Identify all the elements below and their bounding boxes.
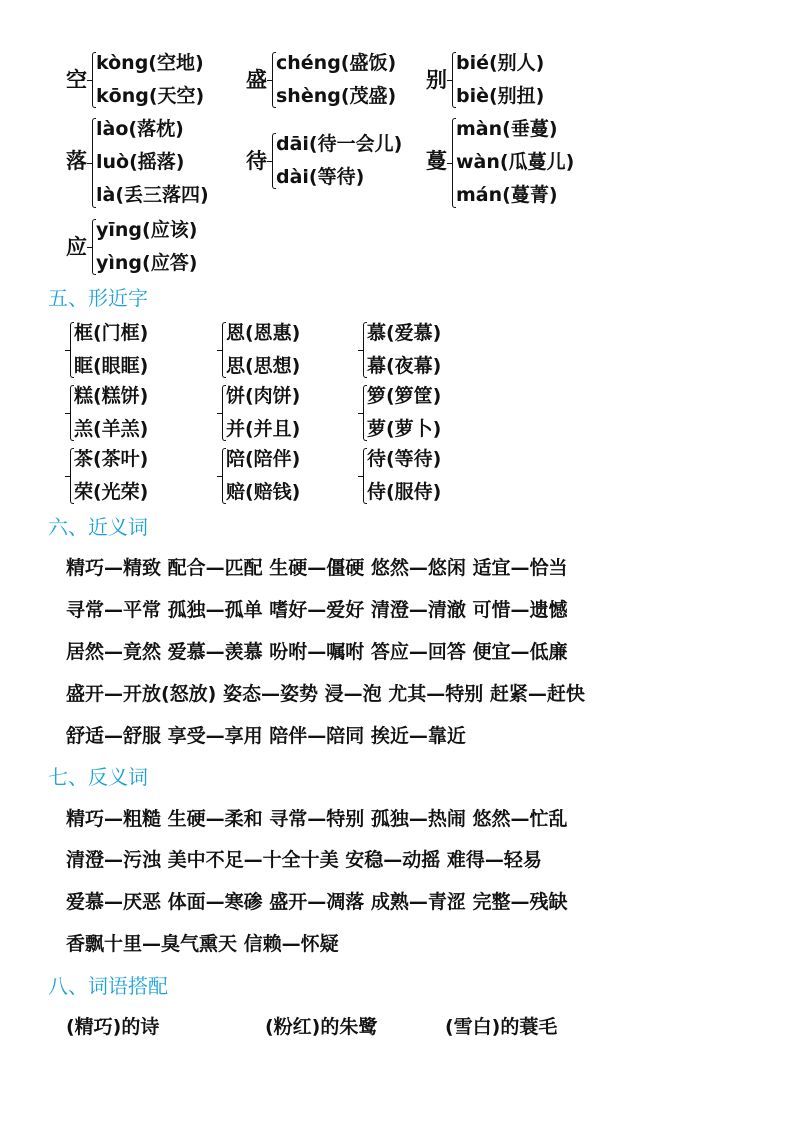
- polyphone-char: 别: [426, 68, 447, 92]
- antonym-line: 爱慕—厌恶 体面—寒碜 盛开—凋落 成熟—青涩 完整—残缺: [66, 891, 568, 913]
- similar-char: 思(思想): [226, 355, 301, 377]
- polyphone-char: 盛: [246, 68, 267, 92]
- similar-char: 萝(萝卜): [367, 418, 442, 440]
- polyphone-char: 空: [66, 68, 87, 92]
- section-heading-antonyms: 七、反义词: [48, 765, 148, 789]
- antonym-line: 清澄—污浊 美中不足—十全十美 安稳—动摇 难得—轻易: [66, 849, 542, 871]
- polyphone-char: 待: [246, 149, 267, 173]
- polyphone-reading: mán(蔓菁): [456, 184, 558, 206]
- synonym-line: 舒适—舒服 享受—享用 陪伴—陪同 挨近—靠近: [66, 725, 466, 747]
- polyphone-reading: kòng(空地): [96, 52, 204, 74]
- similar-char: 慕(爱慕): [367, 322, 442, 344]
- similar-char: 眶(眼眶): [74, 355, 149, 377]
- polyphone-reading: yīng(应该): [96, 219, 198, 241]
- similar-char: 待(等待): [367, 448, 442, 470]
- section-heading-synonyms: 六、近义词: [48, 515, 148, 539]
- similar-char: 恩(恩惠): [226, 322, 301, 344]
- similar-char: 赔(赔钱): [226, 481, 301, 503]
- collocation: (粉红)的朱鹭: [265, 1016, 378, 1038]
- synonym-line: 居然—竟然 爱慕—羡慕 吩咐—嘱咐 答应—回答 便宜—低廉: [66, 641, 568, 663]
- polyphone-reading: kōng(天空): [96, 85, 205, 107]
- collocation: (雪白)的蓑毛: [445, 1016, 558, 1038]
- polyphone-reading: màn(垂蔓): [456, 118, 558, 140]
- section-heading-similar-chars: 五、形近字: [48, 286, 148, 310]
- antonym-line: 香飘十里—臭气熏天 信赖—怀疑: [66, 933, 339, 955]
- similar-char: 饼(肉饼): [226, 385, 301, 407]
- similar-char: 荣(光荣): [74, 481, 149, 503]
- polyphone-reading: chéng(盛饭): [276, 52, 397, 74]
- polyphone-reading: dài(等待): [276, 166, 365, 188]
- similar-char: 框(门框): [74, 322, 149, 344]
- similar-char: 糕(糕饼): [74, 385, 149, 407]
- similar-char: 箩(箩筐): [367, 385, 442, 407]
- section-heading-collocations: 八、词语搭配: [48, 974, 168, 998]
- polyphone-char: 应: [66, 235, 87, 259]
- collocation: (精巧)的诗: [66, 1016, 160, 1038]
- polyphone-char: 落: [66, 149, 87, 173]
- synonym-line: 精巧—精致 配合—匹配 生硬—僵硬 悠然—悠闲 适宜—恰当: [66, 557, 568, 579]
- polyphone-reading: shèng(茂盛): [276, 85, 397, 107]
- similar-char: 幕(夜幕): [367, 355, 442, 377]
- polyphone-reading: yìng(应答): [96, 252, 198, 274]
- synonym-line: 盛开—开放(怒放) 姿态—姿势 浸—泡 尤其—特别 赶紧—赶快: [66, 683, 585, 705]
- similar-char: 陪(陪伴): [226, 448, 301, 470]
- polyphone-reading: dāi(待一会儿): [276, 133, 403, 155]
- polyphone-reading: lào(落枕): [96, 118, 184, 140]
- antonym-line: 精巧—粗糙 生硬—柔和 寻常—特别 孤独—热闹 悠然—忙乱: [66, 808, 568, 830]
- similar-char: 羔(羊羔): [74, 418, 149, 440]
- similar-char: 并(并且): [226, 418, 301, 440]
- polyphone-reading: luò(摇落): [96, 151, 185, 173]
- synonym-line: 寻常—平常 孤独—孤单 嗜好—爱好 清澄—清澈 可惜—遗憾: [66, 599, 568, 621]
- similar-char: 侍(服侍): [367, 481, 442, 503]
- polyphone-reading: bié(别人): [456, 52, 545, 74]
- similar-char: 茶(茶叶): [74, 448, 149, 470]
- polyphone-reading: biè(别扭): [456, 85, 545, 107]
- polyphone-reading: wàn(瓜蔓儿): [456, 151, 575, 173]
- polyphone-char: 蔓: [426, 149, 447, 173]
- polyphone-reading: là(丢三落四): [96, 184, 209, 206]
